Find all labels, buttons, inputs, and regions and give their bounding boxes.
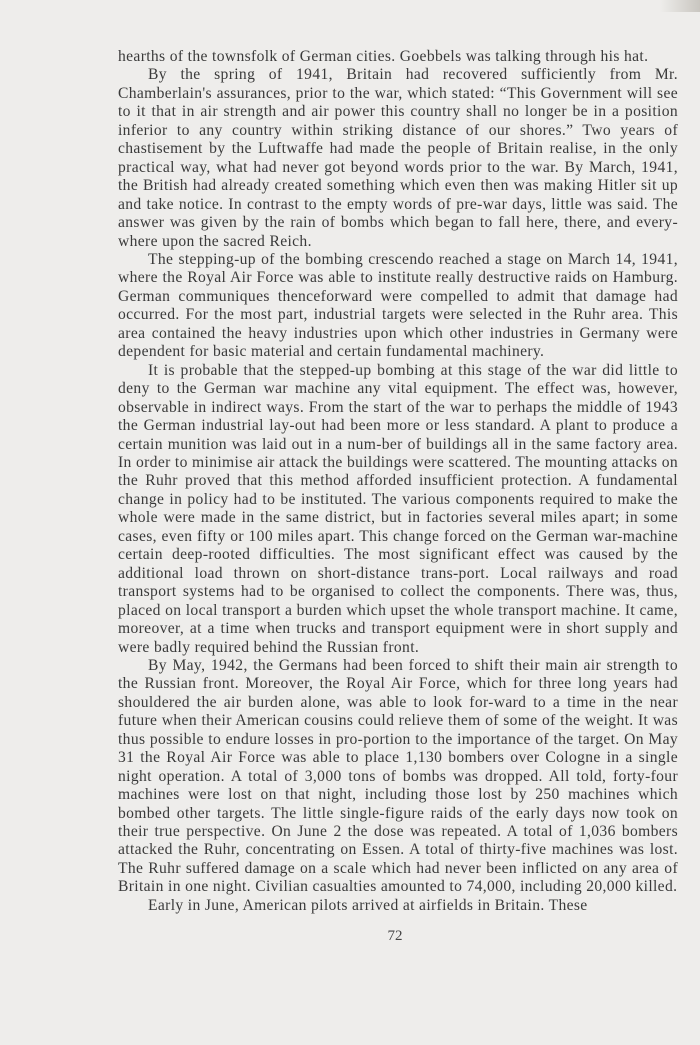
paragraph: It is probable that the stepped-up bombing at this stage of the war did little to deny to the German war machine any vital equipment. The effect was, however, observable in indirect ways. From the start of the war to perhaps the middle of 1943 the German industrial lay-out had been more or less standard. A plant to produce a certain munition was laid out in a num-ber of buildings all in the same factory area. In order to minimise air attack the buildings were scattered. The mounting attacks on the Ruhr proved that this method afforded insufficient protection. A fundamental change in policy had to be instituted. The various components required to make the whole were made in the same district, but in factories several miles apart; in some cases, even fifty or 100 miles apart. This change forced on the German war-machine certain deep-rooted difficulties. The most significant effect was caused by the additional load thrown on short-distance trans-port. Local railways and road transport systems had to be organised to collect the components. There was, thus, placed on local transport a burden which upset the whole transport machine. It came, moreover, at a time when trucks and transport equipment were in short supply and were badly required behind the Russian front. (118, 361, 678, 656)
paragraph-continuation: hearths of the townsfolk of German cities. Goebbels was talking through his hat. (118, 48, 649, 65)
body-text (118, 48, 678, 915)
page-corner-shadow (660, 0, 700, 12)
paragraph: By May, 1942, the Germans had been forced to shift their main air strength to the Russian front. Moreover, the Royal Air Force, which for three long years had shouldered the air burden alone, was able to look for-ward to a time in the near future when their American cousins could relieve them of some of the weight. It was thus possible to endure losses in pro-portion to the importance of the target. On May 31 the Royal Air Force was able to place 1,130 bombers over Cologne in a single night operation. A total of 3,000 tons of bombs was dropped. All told, forty-four machines were lost on that night, including those lost by 250 machines which bombed other targets. The little single-figure raids of the early days now took on their true perspective. On June 2 the dose was repeated. A total of 1,036 bombers attacked the Ruhr, concentrating on Essen. A total of thirty-five machines was lost. The Ruhr suffered damage on a scale which had never been inflicted on any area of Britain in one night. Civilian casualties amounted to 74,000, including 20,000 killed. (118, 656, 678, 896)
paragraph-final: Early in June, American pilots arrived at airfields in Britain. These (148, 896, 588, 914)
paragraph: By the spring of 1941, Britain had recovered sufficiently from Mr. Chamberlain's assurances, prior to the war, which stated: “This Government will see to it that in air strength and air power this country shall no longer be in a position inferior to any country within striking distance of our shores.” Two years of chastisement by the Luftwaffe had made the people of Britain realise, in the only practical way, what had never got beyond words prior to the war. By March, 1941, the British had already created something which even then was making Hitler sit up and take notice. In contrast to the empty words of pre-war days, little was said. The answer was given by the rain of bombs which began to fall here, there, and every-where upon the sacred Reich. (118, 66, 678, 250)
page-number: 72 (387, 928, 403, 944)
paragraph: The stepping-up of the bombing crescendo reached a stage on March 14, 1941, where the Royal Air Force was able to institute really destructive raids on Hamburg. German communiques thenceforward were compelled to admit that damage had occurred. For the most part, industrial targets were selected in the Ruhr area. This area contained the heavy industries upon which other industries in Germany were dependent for basic material and certain fundamental machinery. (118, 250, 678, 361)
